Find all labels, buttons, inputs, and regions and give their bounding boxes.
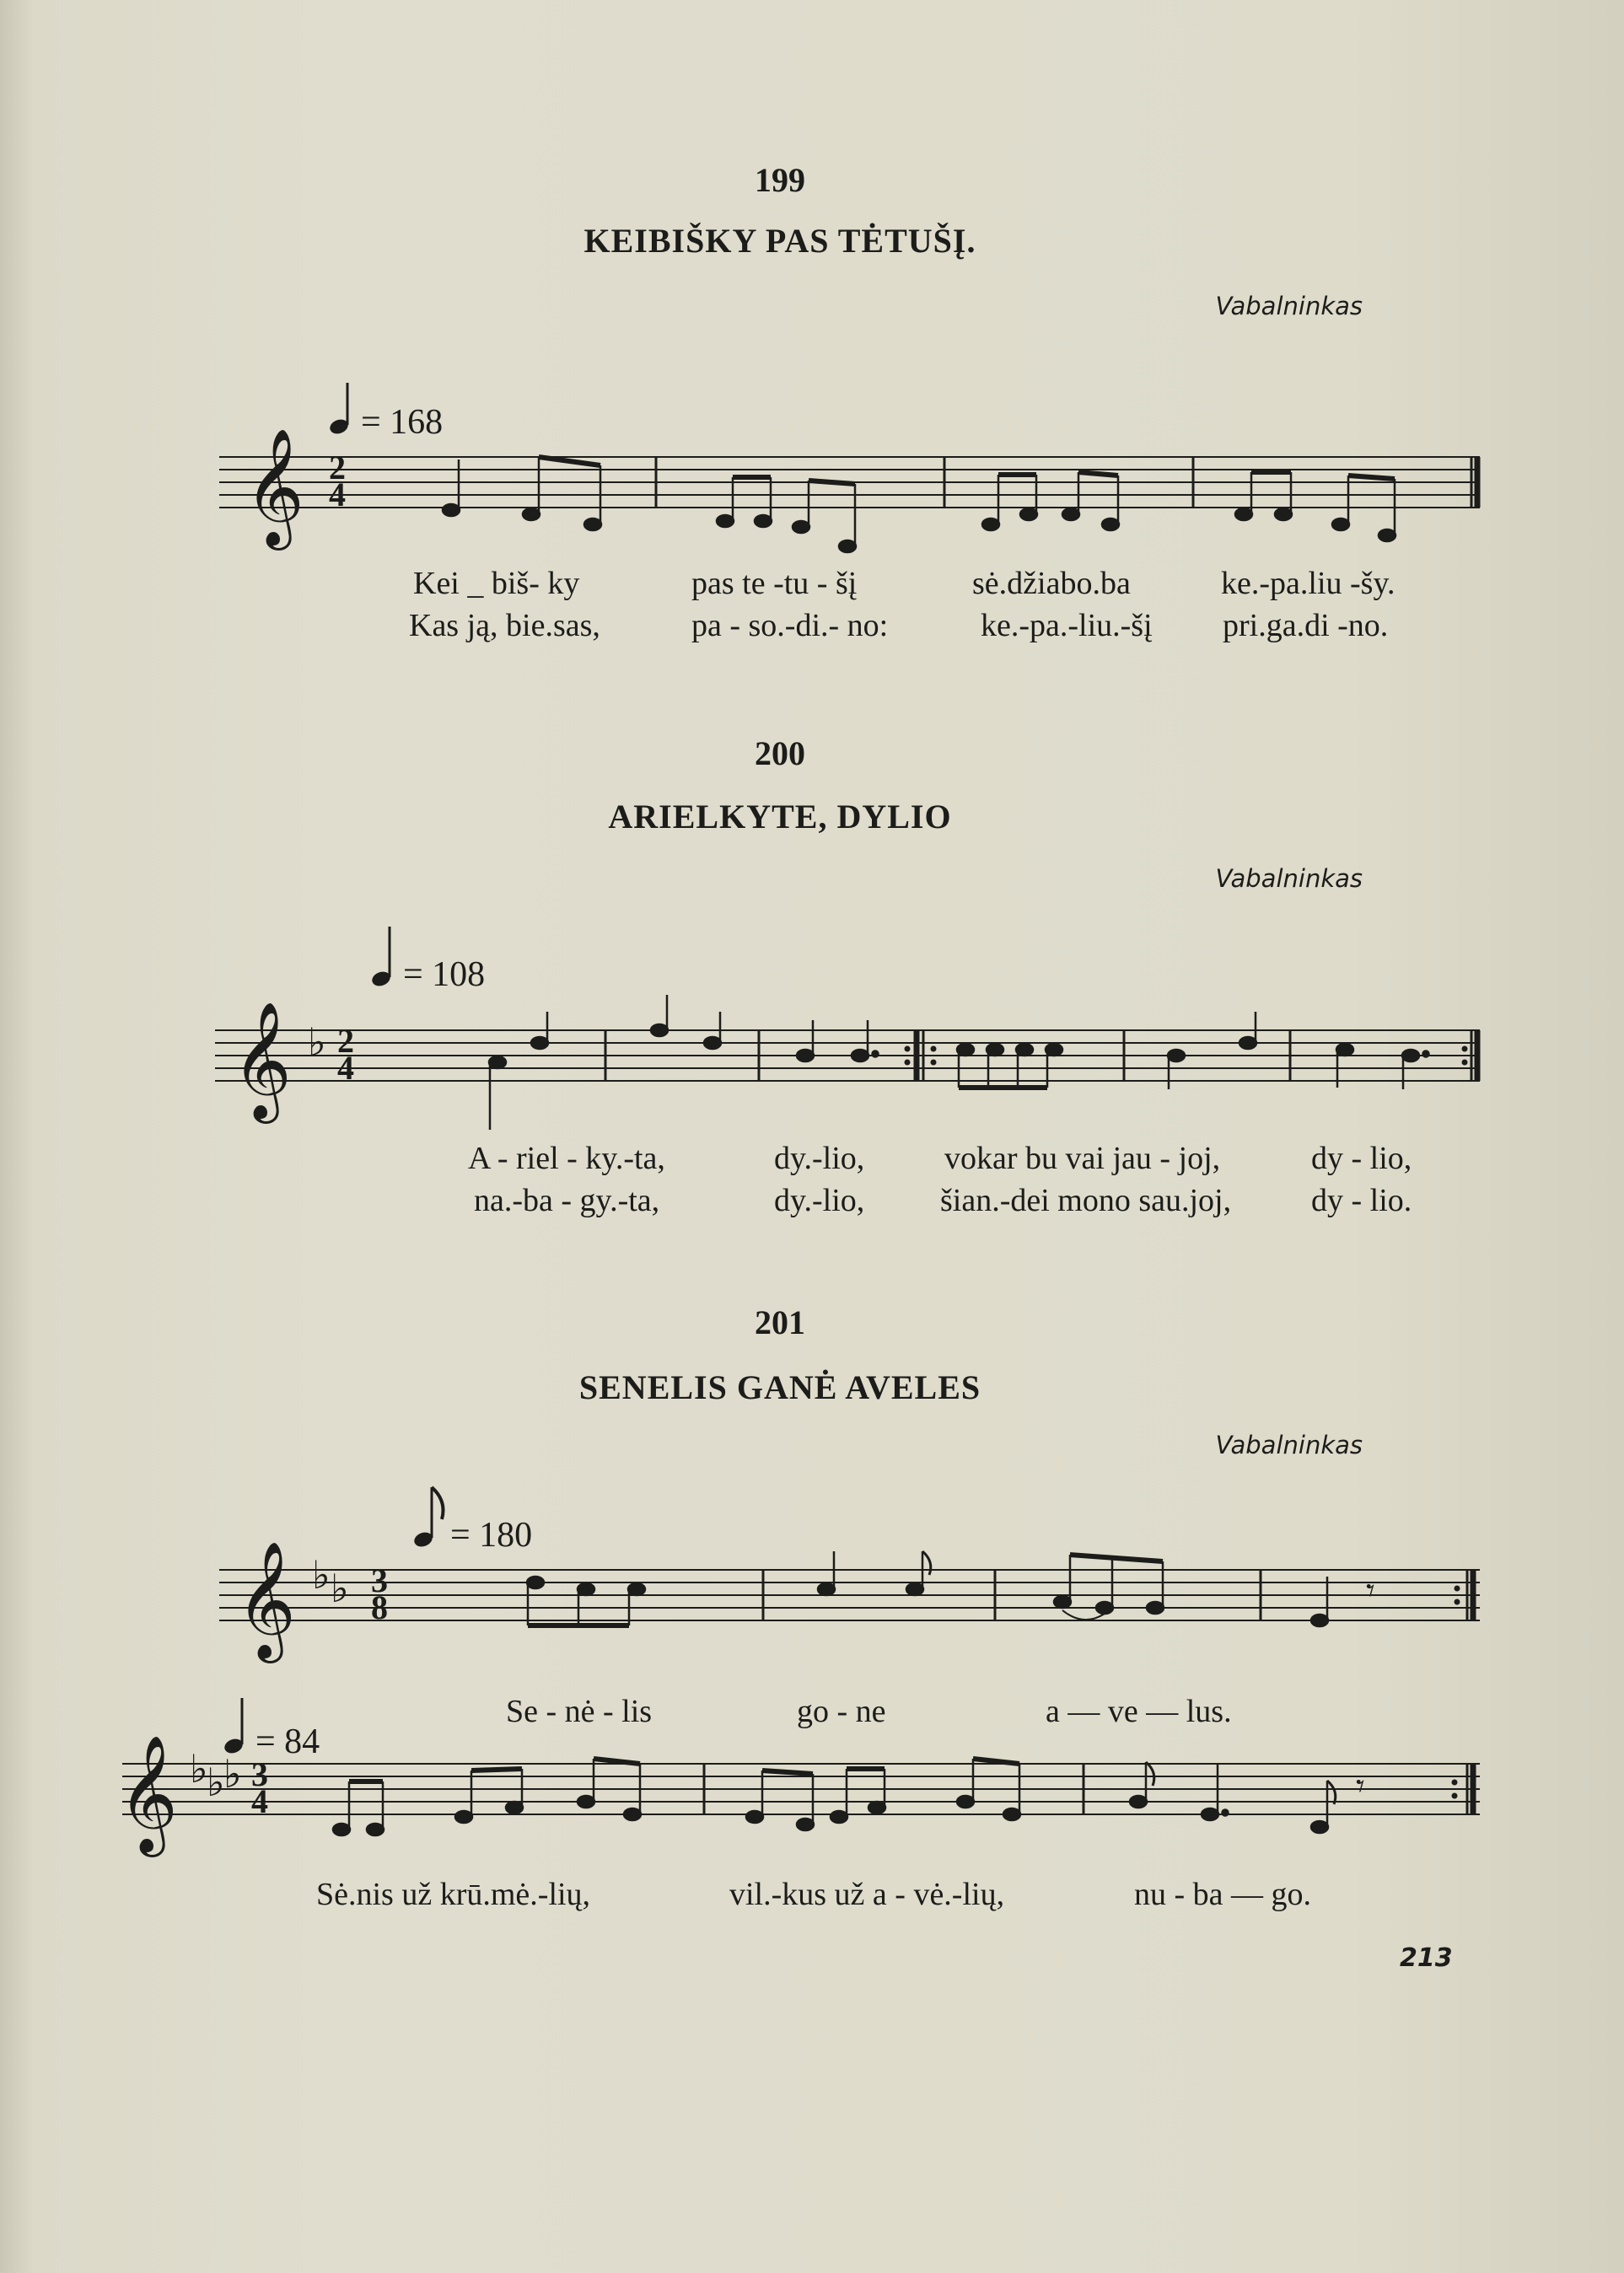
svg-text:3: 3 [371, 1561, 388, 1599]
lyric-line: ke.-pa.liu -šy. [1221, 566, 1395, 601]
music-staff [101, 1720, 1484, 1880]
treble-clef-icon: 𝄞 [118, 1735, 178, 1852]
lyric-line: Se - nė - lis [506, 1694, 653, 1729]
song-origin: Vabalninkas [1215, 1431, 1363, 1459]
lyric-line: go - ne [797, 1694, 886, 1729]
flat-icon: ♭ [308, 1019, 326, 1065]
lyric-line: Kas ją, bie.sas, [409, 608, 600, 643]
svg-text:4: 4 [329, 476, 346, 513]
flat-icon: ♭ [190, 1746, 208, 1792]
flat-icon: ♭ [223, 1751, 242, 1797]
lyric-line: dy.-lio, [774, 1183, 865, 1218]
lyric-line: na.-ba - gy.-ta, [474, 1183, 660, 1218]
song-title: SENELIS GANĖ AVELES [578, 1368, 981, 1406]
tempo-marking: = 168 [329, 379, 443, 443]
tempo-marking: = 180 [413, 1484, 532, 1556]
song-origin: Vabalninkas [1215, 864, 1363, 893]
rest-icon: 𝄾 [1356, 1767, 1365, 1806]
svg-text:2: 2 [329, 449, 346, 486]
rest-icon: 𝄾 [1366, 1572, 1375, 1610]
treble-clef-icon: 𝄞 [245, 428, 304, 545]
lyric-line: A - riel - ky.-ta, [468, 1141, 665, 1176]
flat-icon: ♭ [312, 1552, 331, 1598]
lyric-line: Kei _ biš- ky [413, 566, 580, 601]
song-number: 199 [755, 161, 805, 199]
quarter-note-icon [371, 923, 400, 991]
lyric-line: pa - so.-di.- no: [691, 608, 889, 643]
lyric-line: pas te -tu - šį [691, 566, 858, 601]
lyric-line: Sė.nis už krū.mė.-lių, [316, 1877, 591, 1912]
song-number: 201 [755, 1303, 805, 1341]
page-number: 213 [1400, 1943, 1453, 1973]
music-staff [207, 995, 1484, 1142]
lyric-line: dy.-lio, [774, 1141, 865, 1176]
svg-text:2: 2 [337, 1022, 354, 1060]
svg-text:4: 4 [337, 1049, 354, 1087]
lyric-line: ke.-pa.-liu.-šį [981, 608, 1153, 643]
lyric-line: dy - lio. [1311, 1183, 1412, 1218]
song-title: ARIELKYTE, DYLIO [608, 798, 952, 836]
song-title: KEIBIŠKY PAS TĖTUŠĮ. [583, 222, 976, 260]
lyric-line: sė.džiabo.ba [972, 566, 1131, 601]
lyric-line: vil.-kus už a - vė.-lių, [729, 1877, 1005, 1912]
lyric-line: šian.-dei mono sau.joj, [940, 1183, 1232, 1218]
svg-text:3: 3 [251, 1755, 268, 1793]
song-number: 200 [755, 734, 805, 772]
music-staff [211, 422, 1484, 573]
lyric-line: dy - lio, [1311, 1141, 1412, 1176]
tempo-marking: = 84 [223, 1695, 320, 1762]
lyric-line: vokar bu vai jau - joj, [944, 1141, 1221, 1176]
music-staff [211, 1534, 1484, 1669]
tempo-marking: = 108 [371, 923, 485, 995]
treble-clef-icon: 𝄞 [236, 1541, 296, 1658]
lyric-line: pri.ga.di -no. [1223, 608, 1389, 643]
lyric-line: a — ve — lus. [1046, 1694, 1232, 1729]
song-origin: Vabalninkas [1215, 292, 1363, 320]
flat-icon: ♭ [207, 1760, 225, 1805]
lyric-line: nu - ba — go. [1134, 1877, 1312, 1912]
svg-text:4: 4 [251, 1782, 268, 1820]
flat-icon: ♭ [331, 1566, 349, 1611]
svg-text:8: 8 [371, 1588, 388, 1626]
treble-clef-icon: 𝄞 [232, 1002, 292, 1119]
